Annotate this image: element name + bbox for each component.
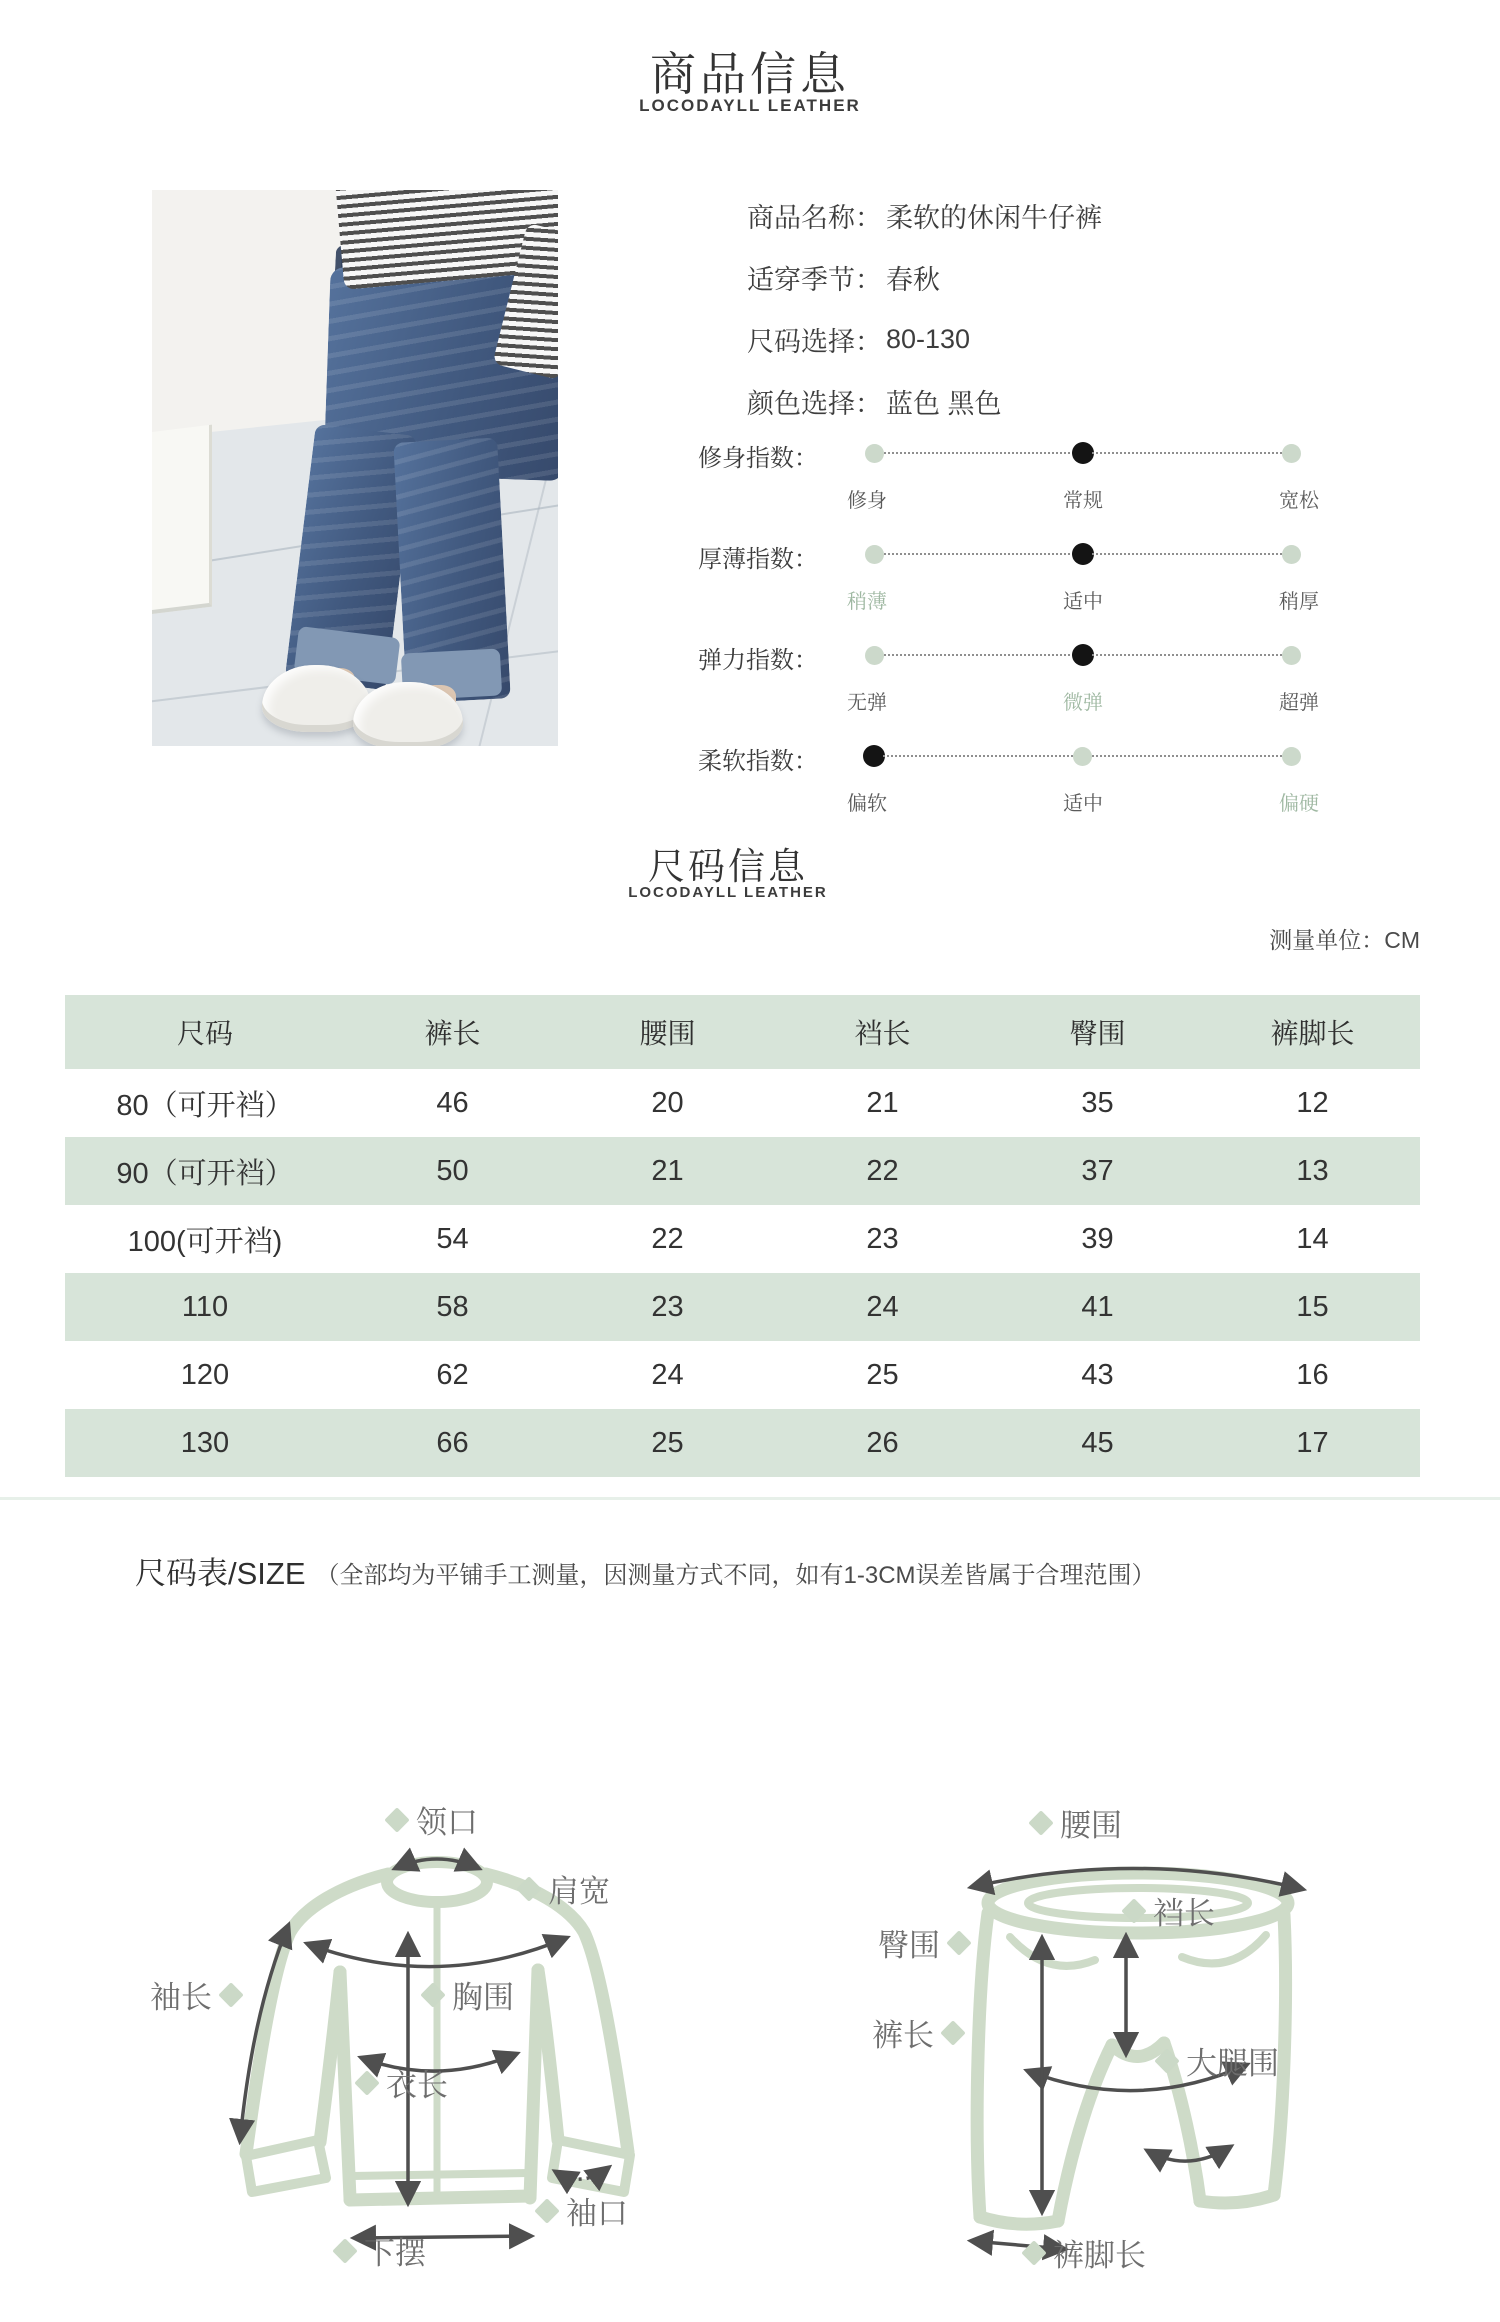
diamond-icon [946, 1930, 971, 1955]
spec-row-size [747, 308, 1102, 370]
jacket-label-length: 衣长 [358, 2060, 448, 2105]
table-header-cell: 腰围 [560, 995, 775, 1069]
slider-dot [1072, 644, 1094, 666]
size-section-subtitle: LOCODAYLL LEATHER [628, 884, 828, 901]
index-option: 稍薄 [847, 591, 887, 613]
table-cell: 43 [1081, 1358, 1114, 1391]
table-row [65, 1069, 1420, 1137]
slider-dot [1072, 543, 1094, 565]
jacket-label-hem: 下摆 [336, 2228, 426, 2273]
table-cell: 17 [1205, 1409, 1420, 1477]
table-cell: 15 [1205, 1273, 1420, 1341]
diamond-icon [1021, 2240, 1046, 2265]
table-cell: 25 [560, 1409, 775, 1477]
index-label: 修身指数： [698, 445, 818, 472]
jacket-label-sleeve-length: 袖长 [150, 1972, 240, 2017]
slider-dot [1072, 442, 1094, 464]
table-cell: 25 [866, 1358, 899, 1391]
table-cell: 23 [866, 1222, 899, 1255]
diamond-icon [384, 1807, 409, 1832]
slider-dot [1073, 747, 1092, 766]
table-header-cell: 裆长 [775, 995, 990, 1069]
page-title: 商品信息 [650, 48, 850, 100]
size-section-title: 尺码信息 [648, 846, 808, 887]
index-option: 适中 [1063, 591, 1103, 613]
table-row [65, 1409, 1420, 1477]
table-header-cell: 裤脚长 [1205, 995, 1420, 1069]
table-cell: 26 [775, 1409, 990, 1477]
table-row [65, 1273, 1420, 1341]
index-track [865, 543, 1301, 565]
jacket-label-shoulder: 肩宽 [520, 1866, 610, 1911]
photo-stool [152, 425, 212, 616]
table-cell: 130 [65, 1409, 345, 1477]
size-table [65, 995, 1420, 1477]
slider-dot [1282, 545, 1301, 564]
table-header-cell: 臀围 [990, 995, 1205, 1069]
spec-label: 适穿季节： [747, 264, 882, 295]
index-track [865, 442, 1301, 464]
size-note-title: 尺码表/SIZE [135, 1556, 306, 1591]
slider-dot [865, 444, 884, 463]
product-specs [747, 184, 1102, 432]
table-cell: 16 [1296, 1358, 1329, 1391]
table-cell: 20 [651, 1086, 684, 1119]
size-note-body: （全部均为平铺手工测量，因测量方式不同，如有1-3CM误差皆属于合理范围） [315, 1561, 1156, 1589]
diamond-icon [332, 2238, 357, 2263]
index-option: 适中 [1063, 793, 1103, 815]
diamond-icon [940, 2020, 965, 2045]
index-option: 偏硬 [1279, 793, 1319, 815]
table-cell: 66 [345, 1409, 560, 1477]
slider-dot [865, 545, 884, 564]
index-track [865, 745, 1301, 767]
table-cell: 21 [866, 1086, 899, 1119]
table-cell: 37 [990, 1137, 1205, 1205]
pants-label-hip: 臀围 [878, 1920, 968, 1965]
index-option: 宽松 [1279, 490, 1319, 512]
index-option: 超弹 [1279, 692, 1319, 714]
index-row-fit [698, 426, 1358, 527]
spec-value: 柔软的休闲牛仔裤 [886, 202, 1102, 233]
jacket-label-cuff: 袖口 [538, 2188, 628, 2233]
spec-label: 颜色选择： [747, 388, 882, 419]
table-cell: 21 [560, 1137, 775, 1205]
table-header-cell: 尺码 [65, 995, 345, 1069]
table-cell: 100(可开裆) [127, 1225, 283, 1258]
table-cell: 39 [1081, 1222, 1114, 1255]
index-option: 常规 [1063, 490, 1103, 512]
index-row-stretch [698, 628, 1358, 729]
slider-dot [865, 646, 884, 665]
index-option: 微弹 [1063, 692, 1103, 714]
pants-label-thigh: 大腿围 [1158, 2038, 1279, 2083]
table-cell: 110 [65, 1273, 345, 1341]
table-cell: 90（可开裆） [65, 1137, 345, 1205]
slider-dot [1282, 747, 1301, 766]
table-row [65, 1205, 1420, 1273]
table-cell: 22 [775, 1137, 990, 1205]
index-option: 偏软 [847, 793, 887, 815]
spec-value: 80-130 [886, 323, 971, 354]
table-cell: 62 [436, 1358, 469, 1391]
spec-row-name [747, 184, 1102, 246]
index-option: 无弹 [847, 692, 887, 714]
index-option: 修身 [847, 490, 887, 512]
table-cell: 22 [651, 1222, 684, 1255]
diamond-icon [534, 2198, 559, 2223]
table-cell: 23 [560, 1273, 775, 1341]
table-cell: 54 [436, 1222, 469, 1255]
jacket-outline [246, 1862, 630, 2200]
pants-label-waist: 腰围 [1032, 1800, 1122, 1845]
spec-value: 蓝色 黑色 [886, 388, 1002, 419]
table-cell: 41 [990, 1273, 1205, 1341]
diamond-icon [218, 1982, 243, 2007]
table-cell: 46 [436, 1086, 469, 1119]
measure-unit-note: 测量单位：CM [1269, 927, 1420, 953]
size-table-body [65, 1069, 1420, 1477]
product-photo [152, 190, 558, 746]
table-row [65, 1137, 1420, 1205]
table-cell: 24 [775, 1273, 990, 1341]
brand-subtitle: LOCODAYLL LEATHER [639, 96, 861, 115]
index-label: 弹力指数： [698, 647, 818, 674]
table-cell: 13 [1205, 1137, 1420, 1205]
table-cell: 24 [651, 1358, 684, 1391]
diamond-icon [354, 2070, 379, 2095]
pants-label-length: 裤长 [872, 2010, 962, 2055]
spec-value: 春秋 [886, 264, 940, 295]
slider-dot [1282, 444, 1301, 463]
section-divider [0, 1497, 1500, 1500]
index-track [865, 644, 1301, 666]
index-row-softness [698, 729, 1358, 830]
pants-label-leg-opening: 裤脚长 [1025, 2230, 1146, 2275]
size-table-header-row [65, 995, 1420, 1069]
index-option: 稍厚 [1279, 591, 1319, 613]
spec-label: 尺码选择： [747, 326, 882, 357]
diamond-icon [1154, 2048, 1179, 2073]
table-cell: 120 [180, 1358, 230, 1391]
slider-dot [1282, 646, 1301, 665]
spec-row-season [747, 246, 1102, 308]
spec-row-color [747, 370, 1102, 432]
diamond-icon [1121, 1898, 1146, 1923]
fit-indices [698, 426, 1358, 830]
spec-label: 商品名称： [747, 202, 882, 233]
table-cell: 80（可开裆） [116, 1089, 294, 1122]
jacket-label-chest: 胸围 [424, 1972, 514, 2017]
diamond-icon [516, 1876, 541, 1901]
table-cell: 58 [345, 1273, 560, 1341]
table-cell: 45 [990, 1409, 1205, 1477]
diamond-icon [420, 1982, 445, 2007]
table-cell: 14 [1296, 1222, 1329, 1255]
size-note [135, 1548, 1156, 1593]
diamond-icon [1028, 1810, 1053, 1835]
index-label: 柔软指数： [698, 748, 818, 775]
table-cell: 12 [1296, 1086, 1329, 1119]
table-cell: 50 [345, 1137, 560, 1205]
slider-dot [863, 745, 885, 767]
table-header-cell: 裤长 [345, 995, 560, 1069]
table-cell: 35 [1081, 1086, 1114, 1119]
pants-label-rise: 裆长 [1125, 1888, 1215, 1933]
jacket-label-neck: 领口 [388, 1797, 478, 1842]
table-row [65, 1341, 1420, 1409]
index-label: 厚薄指数： [698, 546, 818, 573]
index-row-thickness [698, 527, 1358, 628]
